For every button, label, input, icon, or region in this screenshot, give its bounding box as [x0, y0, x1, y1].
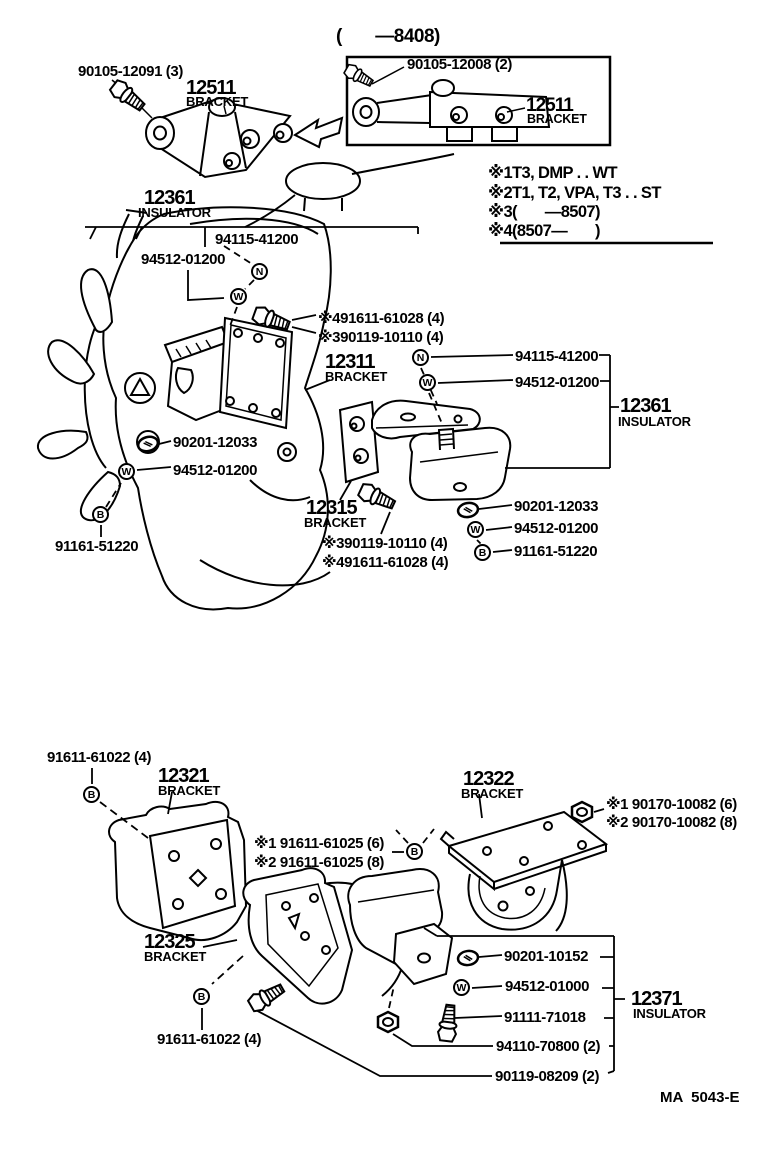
- bolt-icon: [108, 78, 147, 114]
- part-sub-insulator: INSULATOR: [138, 205, 211, 220]
- circled-W-marker: W: [118, 463, 135, 480]
- part-number-91611-61025-1: ※1 91611-61025 (6): [254, 835, 384, 852]
- part-number-91111-71018: 91111-71018: [504, 1009, 586, 1026]
- legend-line-1: ※1T3, DMP . . WT: [488, 164, 617, 182]
- bracket-12322-drawing: [441, 812, 606, 931]
- part-number-91611-61022: 91611-61022 (4): [47, 749, 152, 766]
- part-number-12322: 12322: [463, 768, 514, 790]
- part-number-90201-12033: 90201-12033: [173, 434, 258, 451]
- part-sub-insulator: INSULATOR: [633, 1006, 706, 1021]
- bolt-icon: [357, 481, 397, 513]
- part-number-12325: 12325: [144, 931, 195, 953]
- part-number-91611-61022: 91611-61022 (4): [157, 1031, 262, 1048]
- part-number-12361: 12361: [144, 187, 195, 209]
- bolt-icon: [247, 980, 287, 1014]
- washer-icon: [457, 501, 479, 518]
- part-number-90119-08209: 90119-08209 (2): [495, 1068, 600, 1085]
- circled-W-marker: W: [467, 521, 484, 538]
- part-number-94512-01200: 94512-01200: [141, 251, 226, 268]
- part-number-91161-51220: 91161-51220: [55, 538, 139, 555]
- part-number-12511: 12511: [186, 77, 236, 99]
- part-number-94512-01200: 94512-01200: [515, 374, 600, 391]
- part-number-91161-51220: 91161-51220: [514, 543, 598, 560]
- part-number-91611-61028: ※491611-61028 (4): [322, 554, 449, 571]
- legend-line-3: ※3( —8507): [488, 203, 600, 221]
- part-sub-bracket: BRACKET: [158, 783, 221, 798]
- part-number-94115-41200: 94115-41200: [215, 231, 299, 248]
- part-sub-bracket: BRACKET: [304, 515, 367, 530]
- arrow-icon: [295, 118, 342, 147]
- part-number-94512-01200: 94512-01200: [514, 520, 599, 537]
- part-number-12311: 12311: [325, 351, 375, 373]
- part-number-12321: 12321: [158, 765, 209, 787]
- circled-N-marker: N: [412, 349, 429, 366]
- part-number-91611-61025-2: ※2 91611-61025 (8): [254, 854, 384, 871]
- nut-icon: [572, 802, 592, 822]
- part-number-12361: 12361: [620, 395, 671, 417]
- part-sub-insulator: INSULATOR: [618, 414, 691, 429]
- part-number-91611-61028: ※491611-61028 (4): [318, 310, 445, 327]
- part-number-12315: 12315: [306, 497, 357, 519]
- circled-B-marker: B: [193, 988, 210, 1005]
- circled-B-marker: B: [474, 544, 491, 561]
- part-number-94115-41200: 94115-41200: [515, 348, 599, 365]
- part-number-94512-01200: 94512-01200: [173, 462, 258, 479]
- part-number-12511-inset: 12511: [526, 95, 573, 116]
- bracket-12321-drawing: [109, 802, 246, 940]
- circled-N-marker: N: [251, 263, 268, 280]
- part-number-90170-10082-1: ※1 90170-10082 (6): [606, 796, 737, 813]
- legend-line-2: ※2T1, T2, VPA, T3 . . ST: [488, 184, 661, 202]
- bolt-icon: [437, 1004, 459, 1042]
- part-number-12371: 12371: [631, 988, 682, 1010]
- part-number-94512-01000: 94512-01000: [505, 978, 590, 995]
- part-number-90170-10082-2: ※2 90170-10082 (8): [606, 814, 737, 831]
- part-sub-bracket: BRACKET: [186, 94, 249, 109]
- circled-B-marker: B: [406, 843, 423, 860]
- part-sub-bracket: BRACKET: [144, 949, 207, 964]
- part-number-90201-12033: 90201-12033: [514, 498, 599, 515]
- insulator-12371-drawing: [348, 869, 452, 984]
- part-number-90201-10152: 90201-10152: [504, 948, 589, 965]
- part-sub-bracket: BRACKET: [461, 786, 524, 801]
- part-number-90119-10110: ※390119-10110 (4): [318, 329, 444, 346]
- part-number-90105-12008: 90105-12008 (2): [407, 56, 512, 73]
- part-sub-bracket: BRACKET: [325, 369, 388, 384]
- figure-code: MA 5043-E: [660, 1089, 740, 1106]
- part-number-90119-10110: ※390119-10110 (4): [322, 535, 448, 552]
- legend-line-4: ※4(8507— ): [488, 222, 600, 240]
- part-sub-bracket: BRACKET: [527, 112, 587, 126]
- inset-range-note: ( —8408): [336, 26, 440, 47]
- nut-icon: [378, 1012, 398, 1032]
- circled-W-marker: W: [453, 979, 470, 996]
- circled-W-marker: W: [419, 374, 436, 391]
- circled-W-marker: W: [230, 288, 247, 305]
- circled-B-marker: B: [83, 786, 100, 803]
- part-number-94110-70800: 94110-70800 (2): [496, 1038, 601, 1055]
- washer-icon: [457, 950, 479, 967]
- circled-B-marker: B: [92, 506, 109, 523]
- part-number-90105-12091: 90105-12091 (3): [78, 63, 183, 80]
